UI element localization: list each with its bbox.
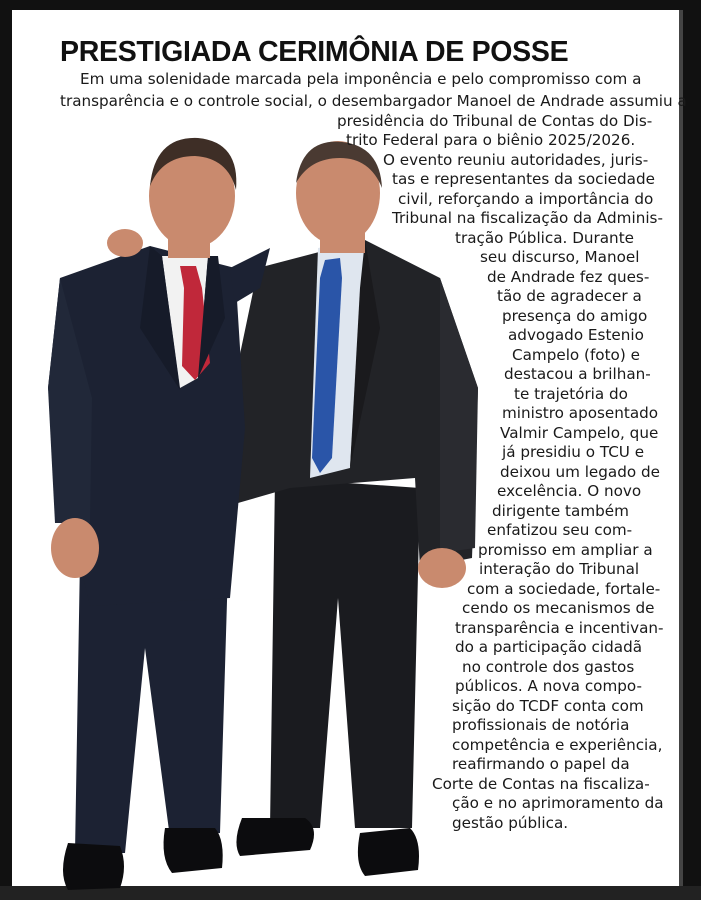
article-headline: PRESTIGIADA CERIMÔNIA DE POSSE	[60, 36, 569, 68]
page-frame-left	[0, 0, 12, 900]
body-line-36: reafirmando o papel da	[452, 755, 630, 773]
body-line-23: dirigente também	[492, 502, 629, 520]
body-line-22: excelência. O novo	[497, 482, 642, 500]
body-line-32: públicos. A nova compo-	[455, 677, 642, 695]
body-line-33: sição do TCDF conta com	[452, 697, 644, 715]
body-line-26: interação do Tribunal	[479, 560, 640, 578]
page-frame-right	[683, 0, 701, 900]
body-line-16: destacou a brilhan-	[504, 365, 651, 383]
body-line-29: transparência e incentivan-	[455, 619, 664, 637]
body-line-14: advogado Estenio	[508, 326, 644, 344]
body-line-39: gestão pública.	[452, 814, 569, 832]
body-line-19: Valmir Campelo, que	[500, 424, 659, 442]
body-line-8: Tribunal na fiscalização da Adminis-	[392, 209, 663, 227]
photo-man-right	[235, 141, 478, 876]
body-line-24: enfatizou seu com-	[487, 521, 633, 539]
body-line-5: O evento reuniu autoridades, juris-	[383, 151, 649, 169]
article-photo	[20, 128, 490, 900]
body-line-35: competência e experiência,	[452, 736, 663, 754]
body-line-20: já presidiu o TCU e	[502, 443, 645, 461]
body-line-13: presença do amigo	[502, 307, 648, 325]
body-line-15: Campelo (foto) e	[512, 346, 640, 364]
photo-man-left	[48, 138, 270, 890]
body-line-34: profissionais de notória	[452, 716, 630, 734]
body-line-28: cendo os mecanismos de	[462, 599, 655, 617]
body-line-12: tão de agradecer a	[497, 287, 642, 305]
body-line-37: Corte de Contas na fiscaliza-	[432, 775, 650, 793]
body-line-1: Em uma solenidade marcada pela imponência e pelo compromisso com a	[80, 70, 642, 88]
body-line-3: presidência do Tribunal de Contas do Dis-	[337, 112, 653, 130]
body-line-10: seu discurso, Manoel	[480, 248, 640, 266]
page-frame-right-inner	[679, 10, 683, 886]
body-line-18: ministro aposentado	[502, 404, 659, 422]
body-line-7: civil, reforçando a importância do	[398, 190, 654, 208]
body-line-25: promisso em ampliar a	[478, 541, 653, 559]
body-line-17: te trajetória do	[514, 385, 628, 403]
body-line-4: trito Federal para o biênio 2025/2026.	[346, 131, 636, 149]
body-line-31: no controle dos gastos	[462, 658, 635, 676]
body-line-9: tração Pública. Durante	[455, 229, 634, 247]
body-line-38: ção e no aprimoramento da	[452, 794, 664, 812]
page-frame-top	[0, 0, 701, 10]
body-line-30: do a participação cidadã	[455, 638, 643, 656]
body-line-27: com a sociedade, fortale-	[467, 580, 661, 598]
body-line-21: deixou um legado de	[500, 463, 660, 481]
body-line-11: de Andrade fez ques-	[487, 268, 650, 286]
body-line-2: transparência e o controle social, o desembargador Manoel de Andrade assumiu a	[60, 92, 687, 110]
body-line-6: tas e representantes da sociedade	[392, 170, 655, 188]
